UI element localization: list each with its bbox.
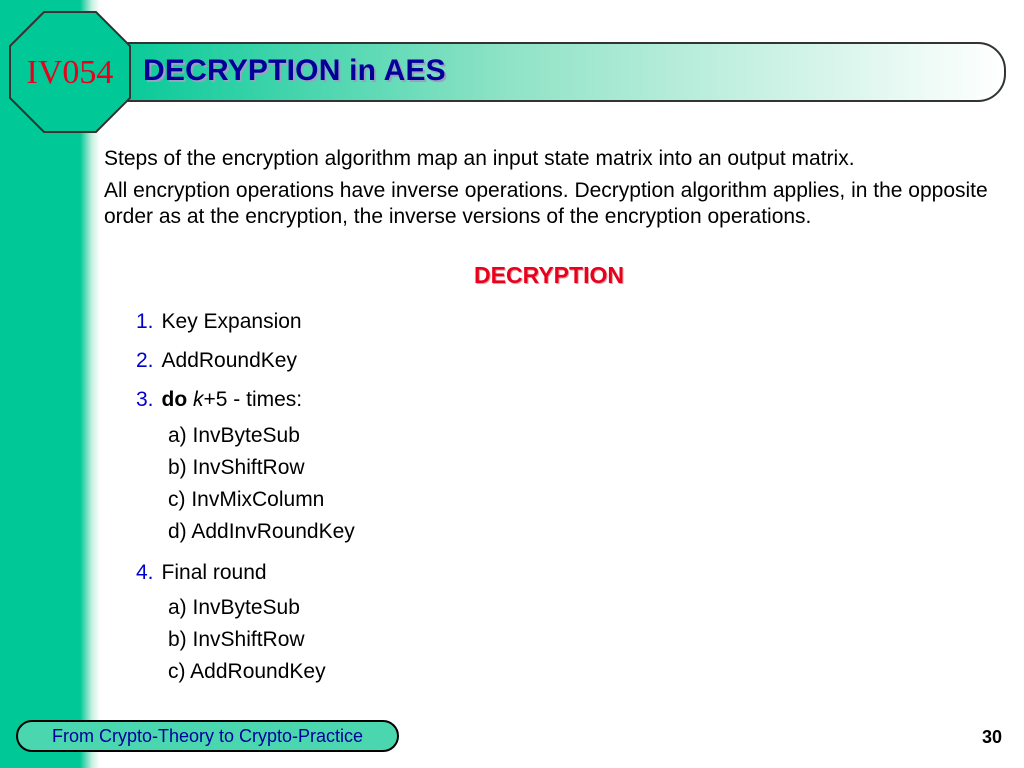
- list-item: a) InvByteSub: [168, 424, 300, 447]
- intro-paragraph-2: All encryption operations have inverse operations. Decryption algorithm applies, in the opposite order as at the encryption, the inverse versions of the encryption operations.: [104, 179, 988, 228]
- step-label: Final round: [161, 561, 267, 584]
- list-item: c) InvMixColumn: [168, 488, 325, 511]
- k-variable: k: [193, 388, 204, 411]
- step-label: AddRoundKey: [161, 349, 297, 372]
- list-item: c) AddRoundKey: [168, 660, 326, 683]
- page-number: 30: [981, 727, 1002, 747]
- step-3: [136, 388, 302, 412]
- step-2: [136, 349, 297, 373]
- list-item: b) InvShiftRow: [168, 456, 305, 479]
- step-4: [136, 561, 267, 585]
- intro-text: [104, 146, 994, 236]
- section-title: DECRYPTION: [474, 262, 624, 288]
- step-label: Key Expansion: [161, 310, 302, 333]
- step-number: 4.: [136, 561, 154, 584]
- do-keyword: do: [161, 388, 188, 411]
- intro-paragraph-1: Steps of the encryption algorithm map an input state matrix into an output matrix.: [104, 147, 855, 170]
- list-item: d) AddInvRoundKey: [168, 520, 355, 543]
- step-label: +5 - times:: [203, 388, 303, 411]
- list-item: b) InvShiftRow: [168, 628, 305, 651]
- step-1: [136, 310, 302, 334]
- slide-title: DECRYPTION in AES: [143, 54, 446, 87]
- course-code: IV054: [26, 54, 114, 91]
- list-item: a) InvByteSub: [168, 596, 300, 619]
- step-number: 3.: [136, 388, 154, 411]
- step-number: 2.: [136, 349, 154, 372]
- step-number: 1.: [136, 310, 154, 333]
- footer-text: From Crypto-Theory to Crypto-Practice: [51, 726, 364, 746]
